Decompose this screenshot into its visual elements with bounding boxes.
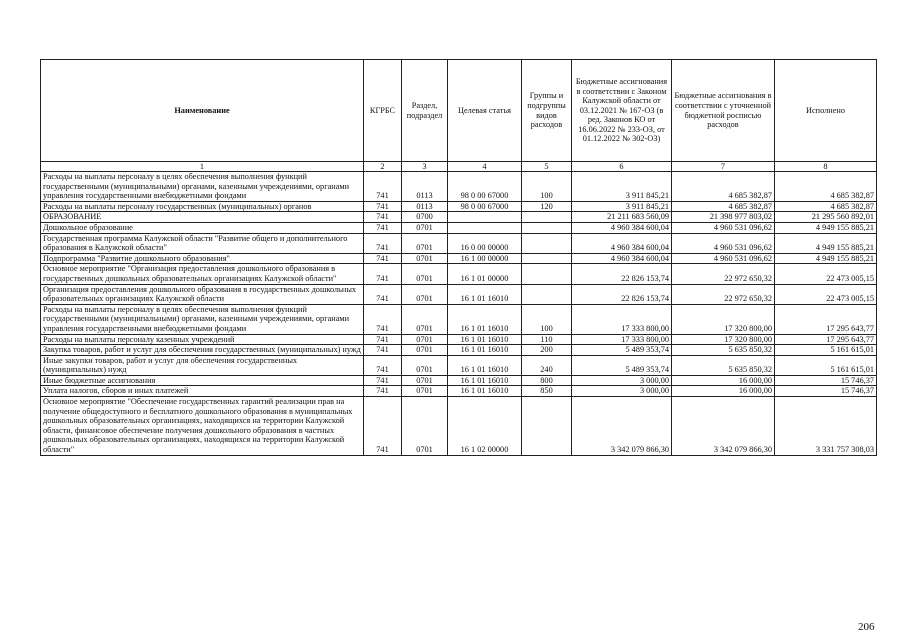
row-kgrbs: 741 [364,334,402,345]
row-kgrbs: 741 [364,284,402,304]
row-budget-law: 3 911 845,21 [572,201,672,212]
header-budget-refined: Бюджетные ассигнования в соответствии с уточненной бюджетной росписью расходов [672,60,775,162]
row-budget-law: 17 333 800,00 [572,304,672,334]
row-executed: 22 473 005,15 [775,284,877,304]
row-executed: 5 161 615,01 [775,355,877,375]
row-expense-group [522,264,572,284]
row-target-article: 98 0 00 67000 [448,201,522,212]
column-number: 5 [522,162,572,172]
row-section: 0701 [402,264,448,284]
row-budget-refined: 16 000,00 [672,386,775,397]
row-name: Расходы на выплаты персоналу в целях обеспечения выполнения функций государственными (муниципальными) органами, казенными учреждениями, органами управления государственными внебюджетными фондами [41,172,364,202]
row-name: Государственная программа Калужской области "Развитие общего и дополнительного образования в Калужской области" [41,233,364,253]
row-budget-refined: 17 320 800,00 [672,304,775,334]
row-budget-law: 22 826 153,74 [572,264,672,284]
row-executed: 3 331 757 308,03 [775,397,877,456]
table-row [41,284,877,304]
row-budget-refined: 16 000,00 [672,375,775,386]
row-executed: 4 949 155 885,21 [775,222,877,233]
row-name: Дошкольное образование [41,222,364,233]
row-budget-law: 3 342 079 866,30 [572,397,672,456]
row-budget-law: 22 826 153,74 [572,284,672,304]
row-budget-refined: 4 685 382,87 [672,201,775,212]
row-kgrbs: 741 [364,345,402,356]
row-kgrbs: 741 [364,212,402,223]
row-target-article: 16 1 00 00000 [448,253,522,264]
row-name: Иные бюджетные ассигнования [41,375,364,386]
table-row [41,201,877,212]
row-target-article: 16 1 01 16010 [448,355,522,375]
row-expense-group: 850 [522,386,572,397]
row-budget-law: 5 489 353,74 [572,345,672,356]
row-section: 0113 [402,172,448,202]
row-section: 0701 [402,222,448,233]
row-target-article: 16 1 02 00000 [448,397,522,456]
table-row [41,386,877,397]
table-row [41,212,877,223]
row-budget-refined: 22 972 650,32 [672,264,775,284]
header-section: Раздел, подраздел [402,60,448,162]
row-budget-refined: 4 960 531 096,62 [672,253,775,264]
row-kgrbs: 741 [364,355,402,375]
table-row [41,172,877,202]
row-name: Основное мероприятие "Организация предоставления дошкольного образования в государственных дошкольных образовательных организациях Калужской области" [41,264,364,284]
column-number: 8 [775,162,877,172]
row-section: 0701 [402,386,448,397]
row-section: 0700 [402,212,448,223]
row-name: Уплата налогов, сборов и иных платежей [41,386,364,397]
row-kgrbs: 741 [364,304,402,334]
row-budget-law: 5 489 353,74 [572,355,672,375]
row-target-article [448,222,522,233]
row-expense-group: 100 [522,304,572,334]
row-budget-law: 17 333 800,00 [572,334,672,345]
row-kgrbs: 741 [364,264,402,284]
row-budget-refined: 4 960 531 096,62 [672,233,775,253]
row-section: 0701 [402,253,448,264]
row-budget-refined: 22 972 650,32 [672,284,775,304]
column-number-row [41,162,877,172]
row-budget-law: 3 000,00 [572,375,672,386]
row-target-article: 16 1 01 00000 [448,264,522,284]
row-kgrbs: 741 [364,375,402,386]
row-section: 0701 [402,375,448,386]
column-number: 3 [402,162,448,172]
row-target-article: 16 1 01 16010 [448,345,522,356]
row-expense-group: 110 [522,334,572,345]
column-number: 2 [364,162,402,172]
row-target-article: 16 1 01 16010 [448,284,522,304]
row-expense-group: 240 [522,355,572,375]
row-executed: 4 949 155 885,21 [775,233,877,253]
column-number: 7 [672,162,775,172]
row-name: Основное мероприятие "Обеспечение государственных гарантий реализации прав на получение общедоступного и бесплатного дошкольного образования в муниципальных дошкольных образовательных организациях, находящихся на территории Калужской области, финансовое обеспечение получения дошкольного образования в частных дошкольных образовательных организациях, находящихся на территории Калужской области" [41,397,364,456]
row-target-article: 16 1 01 16010 [448,375,522,386]
row-target-article [448,212,522,223]
row-budget-refined: 21 398 977 803,02 [672,212,775,223]
row-budget-refined: 4 685 382,87 [672,172,775,202]
table-row [41,233,877,253]
table-row [41,397,877,456]
row-name: ОБРАЗОВАНИЕ [41,212,364,223]
row-kgrbs: 741 [364,397,402,456]
row-expense-group [522,212,572,223]
table-row [41,264,877,284]
table-row [41,375,877,386]
row-budget-refined: 3 342 079 866,30 [672,397,775,456]
row-budget-law: 3 911 845,21 [572,172,672,202]
row-name: Закупка товаров, работ и услуг для обеспечения государственных (муниципальных) нужд [41,345,364,356]
header-target-article: Целевая статья [448,60,522,162]
row-kgrbs: 741 [364,201,402,212]
table-body [41,172,877,456]
row-budget-refined: 5 635 850,32 [672,345,775,356]
row-expense-group [522,397,572,456]
row-budget-law: 4 960 384 600,04 [572,253,672,264]
header-budget-law: Бюджетные ассигнования в соответствии с Законом Калужской области от 03.12.2021 № 167-ОЗ (в ред. Законов КО от 16.06.2022 № 233-ОЗ, от 01.12.2022 № 302-ОЗ) [572,60,672,162]
row-expense-group: 800 [522,375,572,386]
row-executed: 15 746,37 [775,386,877,397]
row-section: 0113 [402,201,448,212]
header-name: Наименование [41,60,364,162]
row-kgrbs: 741 [364,222,402,233]
row-executed: 4 685 382,87 [775,172,877,202]
header-row [41,60,877,162]
header-expense-groups: Группы и подгруппы видов расходов [522,60,572,162]
row-name: Подпрограмма "Развитие дошкольного образования" [41,253,364,264]
row-target-article: 16 0 00 00000 [448,233,522,253]
row-expense-group: 100 [522,172,572,202]
row-expense-group: 120 [522,201,572,212]
row-budget-law: 4 960 384 600,04 [572,222,672,233]
row-section: 0701 [402,345,448,356]
table-row [41,304,877,334]
row-section: 0701 [402,355,448,375]
row-kgrbs: 741 [364,172,402,202]
header-executed: Исполнено [775,60,877,162]
row-executed: 21 295 560 892,01 [775,212,877,223]
budget-table [40,59,877,456]
row-budget-law: 4 960 384 600,04 [572,233,672,253]
row-section: 0701 [402,397,448,456]
row-section: 0701 [402,304,448,334]
column-number: 6 [572,162,672,172]
row-expense-group [522,284,572,304]
row-executed: 4 949 155 885,21 [775,253,877,264]
row-executed: 4 685 382,87 [775,201,877,212]
row-name: Организация предоставления дошкольного образования в государственных дошкольных образовательных организациях Калужской области [41,284,364,304]
row-target-article: 98 0 00 67000 [448,172,522,202]
row-kgrbs: 741 [364,253,402,264]
row-name: Расходы на выплаты персоналу в целях обеспечения выполнения функций государственными (муниципальными) органами, казенными учреждениями, органами управления государственными внебюджетными фондами [41,304,364,334]
row-budget-refined: 17 320 800,00 [672,334,775,345]
row-budget-refined: 5 635 850,32 [672,355,775,375]
column-number: 4 [448,162,522,172]
table-row [41,222,877,233]
row-executed: 17 295 643,77 [775,304,877,334]
row-target-article: 16 1 01 16010 [448,386,522,397]
row-budget-law: 3 000,00 [572,386,672,397]
row-expense-group [522,222,572,233]
row-name: Расходы на выплаты персоналу государственных (муниципальных) органов [41,201,364,212]
row-expense-group: 200 [522,345,572,356]
row-kgrbs: 741 [364,386,402,397]
row-target-article: 16 1 01 16010 [448,304,522,334]
row-name: Расходы на выплаты персоналу казенных учреждений [41,334,364,345]
row-kgrbs: 741 [364,233,402,253]
row-executed: 17 295 643,77 [775,334,877,345]
row-budget-refined: 4 960 531 096,62 [672,222,775,233]
row-section: 0701 [402,284,448,304]
table-row [41,334,877,345]
row-target-article: 16 1 01 16010 [448,334,522,345]
row-section: 0701 [402,233,448,253]
table-row [41,345,877,356]
page-number: 206 [858,621,875,633]
table-row [41,355,877,375]
row-section: 0701 [402,334,448,345]
row-expense-group [522,253,572,264]
table-row [41,253,877,264]
column-number: 1 [41,162,364,172]
row-expense-group [522,233,572,253]
header-kgrbs: КГРБС [364,60,402,162]
row-executed: 5 161 615,01 [775,345,877,356]
row-executed: 15 746,37 [775,375,877,386]
row-executed: 22 473 005,15 [775,264,877,284]
row-budget-law: 21 211 683 560,09 [572,212,672,223]
row-name: Иные закупки товаров, работ и услуг для обеспечения государственных (муниципальных) нужд [41,355,364,375]
